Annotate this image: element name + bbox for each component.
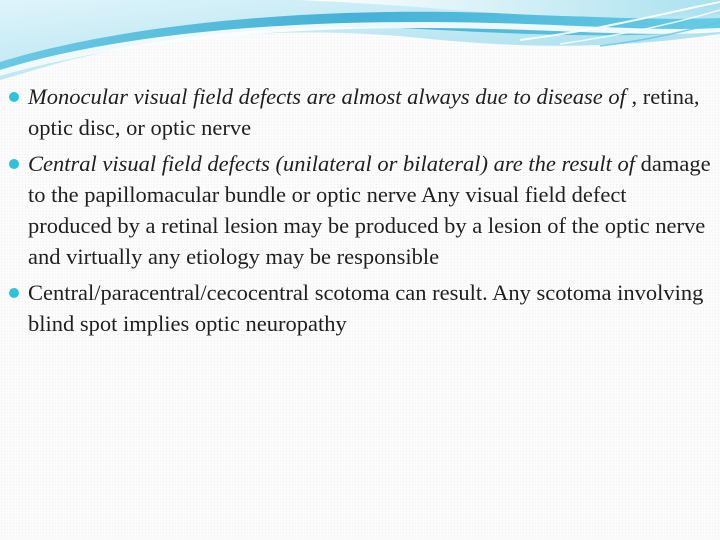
bullet-text: damage to the papillomacular bundle or optic nerve Any visual field defect produced by a retinal lesion may be produced by a lesion of the optic nerve and virtually any etiology may be responsible <box>28 150 711 270</box>
bullet-item <box>0 148 720 273</box>
bullet-text: , retina, optic disc, or optic nerve <box>28 84 700 141</box>
bullet-icon <box>9 288 19 298</box>
bullet-text: Central/paracentral/cecocentral scotoma can result. Any scotoma involving blind spot implies optic neuropathy <box>28 279 704 337</box>
bullet-icon <box>9 159 19 169</box>
bullet-item <box>0 81 720 144</box>
bullet-list <box>0 81 720 343</box>
header-wave-decoration <box>0 0 720 90</box>
bullet-item <box>0 277 720 340</box>
bullet-text-italic: Central visual field defects (unilateral or bilateral) are the result of <box>28 150 636 176</box>
bullet-text-italic: Monocular visual field defects are almost always due to disease of <box>28 84 626 109</box>
bullet-icon <box>9 92 19 102</box>
